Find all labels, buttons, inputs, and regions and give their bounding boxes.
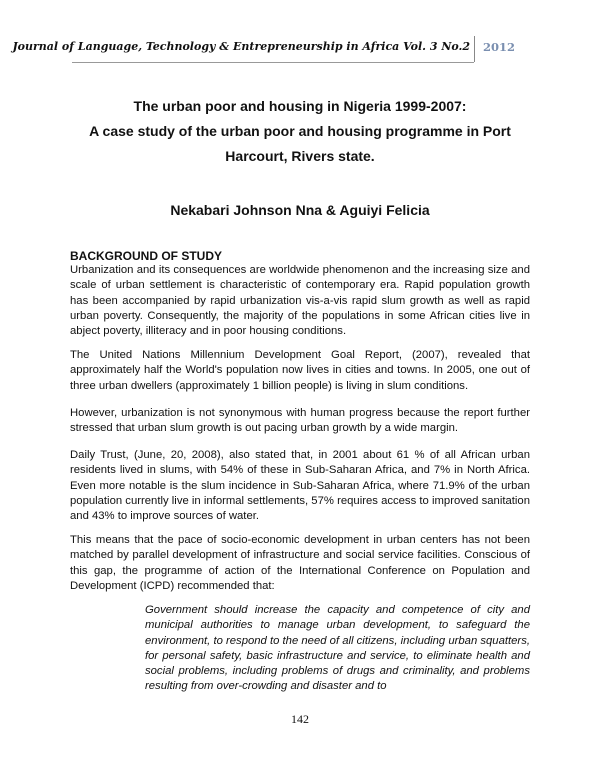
paper-title-line-1: The urban poor and housing in Nigeria 1999-2007: — [133, 98, 467, 114]
paragraph-1: Urbanization and its consequences are worldwide phenomenon and the increasing size and scale of urban settlement is characteristic of contemporary era. Rapid population growth has been accompanied by rapid urbanization vis-a-vis rapid slum growth as well as rapid urban poverty. Consequently, the majority of the populations in some African cities live in abject poverty, illiteracy and in poor housing conditions. — [70, 264, 530, 338]
paper-title-line-2: A case study of the urban poor and housing programme in Port — [89, 123, 511, 139]
header-rule — [72, 62, 474, 63]
page-number: 142 — [291, 712, 309, 726]
journal-year: 2012 — [483, 40, 516, 54]
header-divider — [474, 36, 475, 62]
block-quote: Government should increase the capacity and competence of city and municipal authorities to manage urban development, to safeguard the environment, to respond to the need of all citizens, including urban squatters, for personal safety, basic infrastructure and service, to eliminate health and social problems, including problems of drugs and criminality, and problems resulting from over-crowding and disaster and to — [145, 604, 530, 693]
paper-authors: Nekabari Johnson Nna & Aguiyi Felicia — [170, 202, 430, 218]
running-header — [0, 36, 600, 66]
paper-title-line-3: Harcourt, Rivers state. — [225, 148, 375, 164]
section-heading: BACKGROUND OF STUDY — [70, 249, 222, 263]
paragraph-3: However, urbanization is not synonymous with human progress because the report further stressed that urban slum growth is out pacing urban growth by a wide margin. — [70, 407, 530, 435]
paragraph-4: Daily Trust, (June, 20, 2008), also stated that, in 2001 about 61 % of all African urban residents lived in slums, with 54% of these in Sub-Saharan Africa, and 7% in North Africa. Even more notable is the slum incidence in Sub-Saharan Africa, where 71.9% of the urban population currently live in informal settlements, 57% requires access to improved sanitation and 43% to improve sources of water. — [70, 449, 530, 523]
paragraph-5: This means that the pace of socio-economic development in urban centers has not been matched by parallel development of infrastructure and social service facilities. Conscious of this gap, the programme of action of the International Conference on Population and Development (ICPD) recommended that: — [70, 534, 530, 592]
paragraph-2: The United Nations Millennium Development Goal Report, (2007), revealed that approximately half the World's population now lives in cities and towns. In 2005, one out of three urban dwellers (approximately 1 billion people) is living in slum conditions. — [70, 349, 530, 392]
journal-title: Journal of Language, Technology & Entrepreneurship in Africa Vol. 3 No.2 — [12, 40, 470, 53]
